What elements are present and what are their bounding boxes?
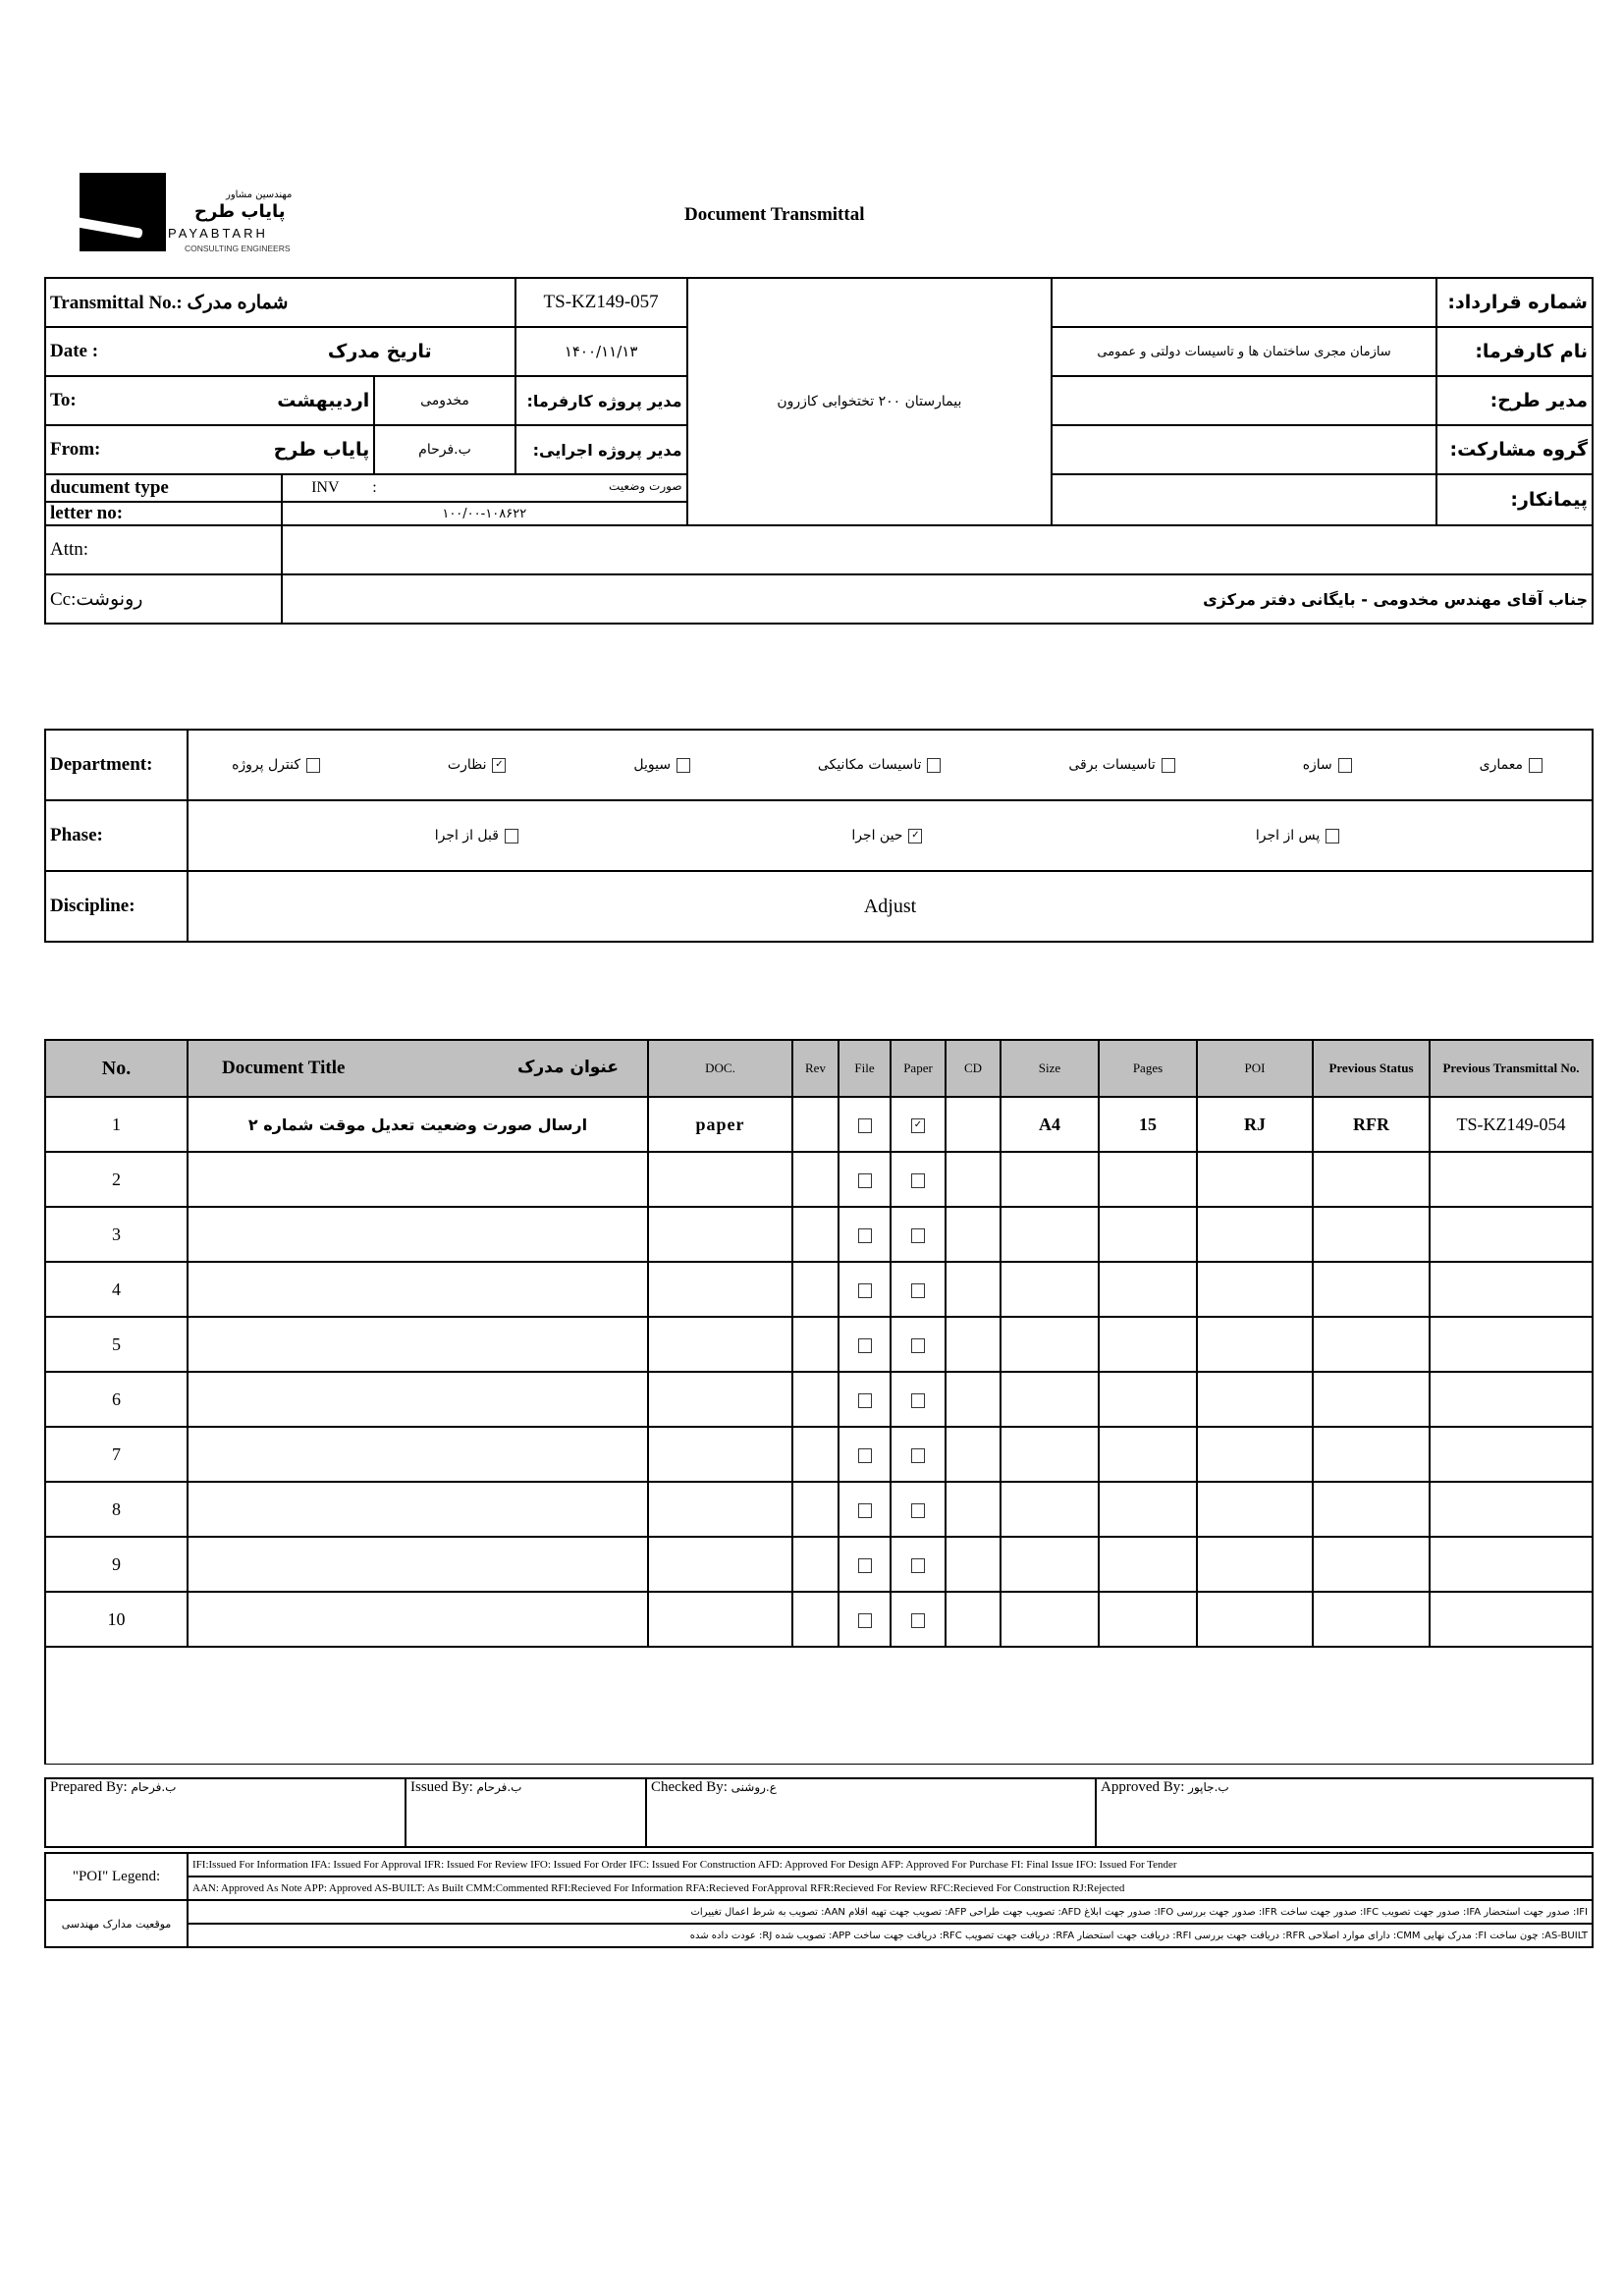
checkbox-icon[interactable] [911,1503,925,1518]
phase-option-during[interactable]: ✓حین اجرا [851,828,928,843]
logo-fa-name: پایاب طرح [194,201,286,222]
cell-rev[interactable] [792,1537,839,1592]
checkbox-icon[interactable] [858,1228,872,1243]
cell-doc[interactable] [648,1207,792,1262]
cell-cd[interactable] [946,1262,1001,1317]
checked-by-value[interactable]: ع.روشنی [731,1780,777,1794]
cell-prev-transmittal[interactable] [1430,1152,1593,1207]
cell-cd[interactable] [946,1537,1001,1592]
col-prev-status: Previous Status [1313,1040,1430,1097]
cell-no: 2 [45,1152,188,1207]
cell-poi[interactable] [1197,1427,1313,1482]
cell-title[interactable] [188,1317,648,1372]
plan-manager-value[interactable] [1052,376,1436,425]
checkbox-icon[interactable] [911,1338,925,1353]
cell-prev-transmittal[interactable] [1430,1372,1593,1427]
cell-cd[interactable] [946,1152,1001,1207]
phase-option-post[interactable]: پس از اجرا [1256,828,1345,843]
col-cd: CD [946,1040,1001,1097]
cell-file [839,1097,891,1152]
table-row [45,1482,1593,1537]
cell-file [839,1537,891,1592]
cell-pages[interactable] [1099,1427,1197,1482]
cell-doc[interactable] [648,1317,792,1372]
employer-value[interactable]: سازمان مجری ساختمان ها و تاسیسات دولتی و عمومی [1052,327,1436,376]
cell-no: 4 [45,1262,188,1317]
cell-size[interactable] [1001,1592,1099,1647]
poi-legend-label: "POI" Legend: [45,1853,188,1900]
col-size: Size [1001,1040,1099,1097]
cell-pages[interactable] [1099,1262,1197,1317]
cell-pages[interactable] [1099,1372,1197,1427]
cell-doc[interactable] [648,1427,792,1482]
table-row [45,1592,1593,1647]
remarks-area[interactable] [45,1647,1593,1765]
legend-table [44,1852,1594,1948]
cell-pages[interactable] [1099,1537,1197,1592]
checkbox-checked-icon[interactable]: ✓ [911,1118,925,1133]
cell-prev-status[interactable] [1313,1207,1430,1262]
approved-by-value[interactable]: ب.جاپور [1188,1780,1229,1794]
col-no: No. [45,1040,188,1097]
partnership-value[interactable] [1052,425,1436,474]
cell-pages[interactable] [1099,1207,1197,1262]
cell-pages[interactable] [1099,1317,1197,1372]
to-value[interactable]: اردیبهشت [277,390,370,411]
date-value[interactable]: ۱۴۰۰/۱۱/۱۳ [515,327,687,376]
cell-title[interactable] [188,1152,648,1207]
logo-en-subtitle: CONSULTING ENGINEERS [185,244,291,253]
documents-table [44,1039,1594,1765]
department-option-electrical[interactable]: تاسیسات برقی [1068,757,1180,773]
checkbox-icon[interactable] [911,1613,925,1628]
company-logo-mark [80,173,166,251]
checkbox-icon[interactable] [911,1558,925,1573]
discipline-value[interactable]: Adjust [188,871,1593,942]
cell-size[interactable] [1001,1152,1099,1207]
cell-doc[interactable]: paper [648,1097,792,1152]
department-option-project-control[interactable]: کنترل پروژه [232,757,326,773]
doc-type-fa: صورت وضعیت [609,479,682,493]
cell-pages[interactable] [1099,1482,1197,1537]
table-header-row [45,1040,1593,1097]
cell-poi[interactable] [1197,1537,1313,1592]
checkbox-icon[interactable] [1162,758,1175,773]
cell-prev-status[interactable] [1313,1537,1430,1592]
cell-poi[interactable] [1197,1317,1313,1372]
cell-poi[interactable] [1197,1482,1313,1537]
letter-no-value[interactable]: ۱۰۰/۰۰-۱۰۸۶۲۲ [282,502,686,525]
employer-label: نام کارفرما: [1436,327,1593,376]
from-value[interactable]: پایاب طرح [273,439,370,461]
plan-manager-label: مدیر طرح: [1436,376,1593,425]
checkbox-icon[interactable] [927,758,941,773]
classification-table [44,729,1594,943]
contract-no-label: شماره قرارداد: [1436,278,1593,327]
exec-pm-label: مدیر پروژه اجرایی: [515,425,687,474]
col-file: File [839,1040,891,1097]
cell-title[interactable]: ارسال صورت وضعیت تعدیل موقت شماره ۲ [188,1097,648,1152]
cell-rev[interactable] [792,1482,839,1537]
cell-poi[interactable]: RJ [1197,1097,1313,1152]
cell-poi[interactable] [1197,1262,1313,1317]
logo-en-name: PAYABTARH [168,226,268,241]
cell-doc[interactable] [648,1372,792,1427]
department-option-civil[interactable]: سیویل [633,757,696,773]
cell-file [839,1207,891,1262]
logo-fa-subtitle: مهندسین مشاور [226,190,293,200]
attn-label: Attn: [45,525,282,574]
doc-type-code[interactable]: INV [311,479,340,496]
cell-prev-transmittal[interactable] [1430,1317,1593,1372]
cell-paper [891,1482,946,1537]
col-paper: Paper [891,1040,946,1097]
cell-title[interactable] [188,1592,648,1647]
cell-poi[interactable] [1197,1372,1313,1427]
cell-file [839,1152,891,1207]
cc-label: Cc:رونوشت [45,574,282,624]
checkbox-icon[interactable] [1326,829,1339,843]
to-label: To: [50,390,77,410]
cell-rev[interactable] [792,1372,839,1427]
cell-cd[interactable] [946,1317,1001,1372]
phase-option-pre[interactable]: قبل از اجرا [435,828,524,843]
cell-paper [891,1537,946,1592]
department-options [188,730,1593,800]
cell-no: 9 [45,1537,188,1592]
cell-rev[interactable] [792,1097,839,1152]
date-label-en: Date : [50,341,99,361]
doc-type-cell [282,474,686,502]
cell-size[interactable] [1001,1427,1099,1482]
cell-title[interactable] [188,1372,648,1427]
cell-title[interactable] [188,1207,648,1262]
exec-pm-value[interactable]: ب.فرحام [374,425,514,474]
checkbox-icon[interactable] [1338,758,1352,773]
phase-options [188,800,1593,871]
cell-prev-status[interactable]: RFR [1313,1097,1430,1152]
transmittal-info-table [44,277,1594,625]
checkbox-icon[interactable] [677,758,690,773]
department-option-mechanical[interactable]: تاسیسات مکانیکی [818,757,947,773]
cell-no: 8 [45,1482,188,1537]
checkbox-icon[interactable] [858,1503,872,1518]
cell-title[interactable] [188,1427,648,1482]
cell-prev-transmittal[interactable] [1430,1207,1593,1262]
approved-by: Approved By: ب.جاپور [1096,1778,1593,1847]
cell-size[interactable] [1001,1372,1099,1427]
page-title: Document Transmittal [684,204,865,225]
cell-size[interactable] [1001,1262,1099,1317]
cell-rev[interactable] [792,1427,839,1482]
cell-poi[interactable] [1197,1592,1313,1647]
fa-legend-line-1: IFI: صدور جهت استحضار IFA: صدور جهت تصویب IFC: صدور جهت ساخت IFR: صدور جهت بررسی IFO: صدور جهت ابلاغ AFD: تصویب جهت طراحی AFP: تصویب جهت تهیه اقلام AAN: تصویب به شرط اعمال تغییرات [188,1900,1593,1924]
cell-doc[interactable] [648,1262,792,1317]
cell-prev-transmittal[interactable] [1430,1592,1593,1647]
cell-prev-status[interactable] [1313,1372,1430,1427]
checkbox-icon[interactable] [505,829,518,843]
issued-by-value[interactable]: ب.فرحام [476,1780,522,1794]
checkbox-icon[interactable] [858,1613,872,1628]
col-poi: POI [1197,1040,1313,1097]
prepared-by-value[interactable]: ب.فرحام [131,1780,177,1794]
cell-prev-transmittal[interactable] [1430,1262,1593,1317]
contractor-value[interactable] [1052,474,1436,525]
poi-legend-line-1: IFI:Issued For Information IFA: Issued For Approval IFR: Issued For Review IFO: Issued For Order IFC: Issued For Construction AFD: Approved For Design AFP: Approved For Purchase FI: Final Issue IFO: Issued For Tender [188,1853,1593,1877]
cell-paper [891,1097,946,1152]
checkbox-icon[interactable] [911,1228,925,1243]
cell-file [839,1592,891,1647]
cell-prev-transmittal[interactable] [1430,1537,1593,1592]
cell-paper [891,1372,946,1427]
cell-pages[interactable] [1099,1592,1197,1647]
cell-paper [891,1317,946,1372]
table-row [45,1207,1593,1262]
cell-no: 1 [45,1097,188,1152]
cell-prev-status[interactable] [1313,1482,1430,1537]
transmittal-no-value[interactable]: TS-KZ149-057 [515,278,687,327]
department-option-structure[interactable]: سازه [1303,757,1358,773]
cell-prev-status[interactable] [1313,1152,1430,1207]
col-prev-transmittal: Previous Transmittal No. [1430,1040,1593,1097]
attn-value[interactable] [282,525,1593,574]
cell-file [839,1482,891,1537]
signatures-table [44,1777,1594,1848]
checkbox-icon[interactable] [306,758,320,773]
cell-cd[interactable] [946,1207,1001,1262]
checkbox-icon[interactable] [911,1393,925,1408]
cell-paper [891,1152,946,1207]
cell-size[interactable] [1001,1207,1099,1262]
department-option-architecture[interactable]: معماری [1480,757,1548,773]
doc-type-sep: : [372,479,377,496]
client-pm-value[interactable]: مخدومی [374,376,514,425]
table-row [45,1097,1593,1152]
cell-size[interactable] [1001,1482,1099,1537]
cell-size[interactable]: A4 [1001,1097,1099,1152]
cell-pages[interactable] [1099,1152,1197,1207]
cell-cd[interactable] [946,1482,1001,1537]
checkbox-icon[interactable] [858,1118,872,1133]
cell-prev-transmittal[interactable] [1430,1482,1593,1537]
cell-doc[interactable] [648,1482,792,1537]
table-row [45,1427,1593,1482]
cell-poi[interactable] [1197,1207,1313,1262]
cell-paper [891,1592,946,1647]
table-row [45,1372,1593,1427]
contractor-label: پیمانکار: [1436,474,1593,525]
cell-cd[interactable] [946,1592,1001,1647]
department-option-supervision[interactable]: ✓نظارت [448,757,513,773]
col-pages: Pages [1099,1040,1197,1097]
department-label: Department: [45,730,188,800]
cell-file [839,1262,891,1317]
cell-cd[interactable] [946,1097,1001,1152]
poi-legend-line-2: AAN: Approved As Note APP: Approved AS-BUILT: As Built CMM:Commented RFI:Recieved For Information RFA:Recieved ForApproval RFR:Recieved For Review RFC:Recieved For Construction RJ:Rejected [188,1877,1593,1900]
prepared-by: Prepared By: ب.فرحام [45,1778,406,1847]
from-cell [45,425,374,474]
checkbox-icon[interactable] [1529,758,1543,773]
doc-type-label: ducument type [45,474,282,502]
project-name: بیمارستان ۲۰۰ تختخوابی کازرون [687,278,1053,525]
cell-prev-status[interactable] [1313,1592,1430,1647]
cell-size[interactable] [1001,1537,1099,1592]
table-row [45,1537,1593,1592]
table-row [45,1317,1593,1372]
discipline-label: Discipline: [45,871,188,942]
cell-no: 3 [45,1207,188,1262]
cell-prev-status[interactable] [1313,1262,1430,1317]
cell-title[interactable] [188,1262,648,1317]
cell-rev[interactable] [792,1152,839,1207]
col-doc: DOC. [648,1040,792,1097]
cell-title[interactable] [188,1537,648,1592]
to-cell [45,376,374,425]
checkbox-checked-icon[interactable]: ✓ [492,758,506,773]
cell-rev[interactable] [792,1262,839,1317]
checkbox-checked-icon[interactable]: ✓ [908,829,922,843]
table-row [45,1152,1593,1207]
cell-size[interactable] [1001,1317,1099,1372]
col-rev: Rev [792,1040,839,1097]
cell-no: 6 [45,1372,188,1427]
cell-rev[interactable] [792,1592,839,1647]
cell-prev-status[interactable] [1313,1427,1430,1482]
fa-legend-label: موقعیت مدارک مهندسی [45,1900,188,1947]
cell-file [839,1427,891,1482]
from-label: From: [50,439,101,460]
cell-title[interactable] [188,1482,648,1537]
cell-cd[interactable] [946,1427,1001,1482]
cell-no: 5 [45,1317,188,1372]
checkbox-icon[interactable] [858,1173,872,1188]
cell-paper [891,1207,946,1262]
cell-paper [891,1262,946,1317]
cell-doc[interactable] [648,1537,792,1592]
cc-value[interactable]: جناب آقای مهندس مخدومی - بایگانی دفتر مرکزی [282,574,1593,624]
cell-no: 10 [45,1592,188,1647]
checkbox-icon[interactable] [858,1393,872,1408]
transmittal-no-label: Transmittal No.: شماره مدرک [45,278,515,327]
col-title: Document Title عنوان مدرک [188,1040,648,1097]
contract-no-value[interactable] [1052,278,1436,327]
cell-pages[interactable]: 15 [1099,1097,1197,1152]
table-row [45,1262,1593,1317]
partnership-label: گروه مشارکت: [1436,425,1593,474]
cell-rev[interactable] [792,1207,839,1262]
date-label [45,327,515,376]
letter-no-label: letter no: [45,502,282,525]
cell-prev-transmittal[interactable] [1430,1427,1593,1482]
cell-cd[interactable] [946,1372,1001,1427]
cell-doc[interactable] [648,1152,792,1207]
fa-legend-line-2: AS-BUILT: چون ساخت FI: مدرک نهایی CMM: دارای موارد اصلاحی RFR: دریافت جهت بررسی RFI: دریافت جهت استحضار RFA: دریافت جهت تصویب RFC: دریافت جهت ساخت APP: تصویب شده RJ: عودت داده شده [188,1924,1593,1947]
cell-file [839,1317,891,1372]
checkbox-icon[interactable] [911,1173,925,1188]
checkbox-icon[interactable] [858,1558,872,1573]
cell-doc[interactable] [648,1592,792,1647]
checkbox-icon[interactable] [858,1338,872,1353]
checkbox-icon[interactable] [858,1283,872,1298]
client-pm-label: مدیر پروژه کارفرما: [515,376,687,425]
issued-by: Issued By: ب.فرحام [406,1778,646,1847]
cell-prev-transmittal[interactable]: TS-KZ149-054 [1430,1097,1593,1152]
cell-no: 7 [45,1427,188,1482]
checked-by: Checked By: ع.روشنی [646,1778,1096,1847]
cell-prev-status[interactable] [1313,1317,1430,1372]
phase-label: Phase: [45,800,188,871]
checkbox-icon[interactable] [911,1283,925,1298]
cell-poi[interactable] [1197,1152,1313,1207]
checkbox-icon[interactable] [858,1448,872,1463]
date-label-fa: تاریخ مدرک [327,341,432,362]
cell-file [839,1372,891,1427]
checkbox-icon[interactable] [911,1448,925,1463]
cell-rev[interactable] [792,1317,839,1372]
cell-paper [891,1427,946,1482]
